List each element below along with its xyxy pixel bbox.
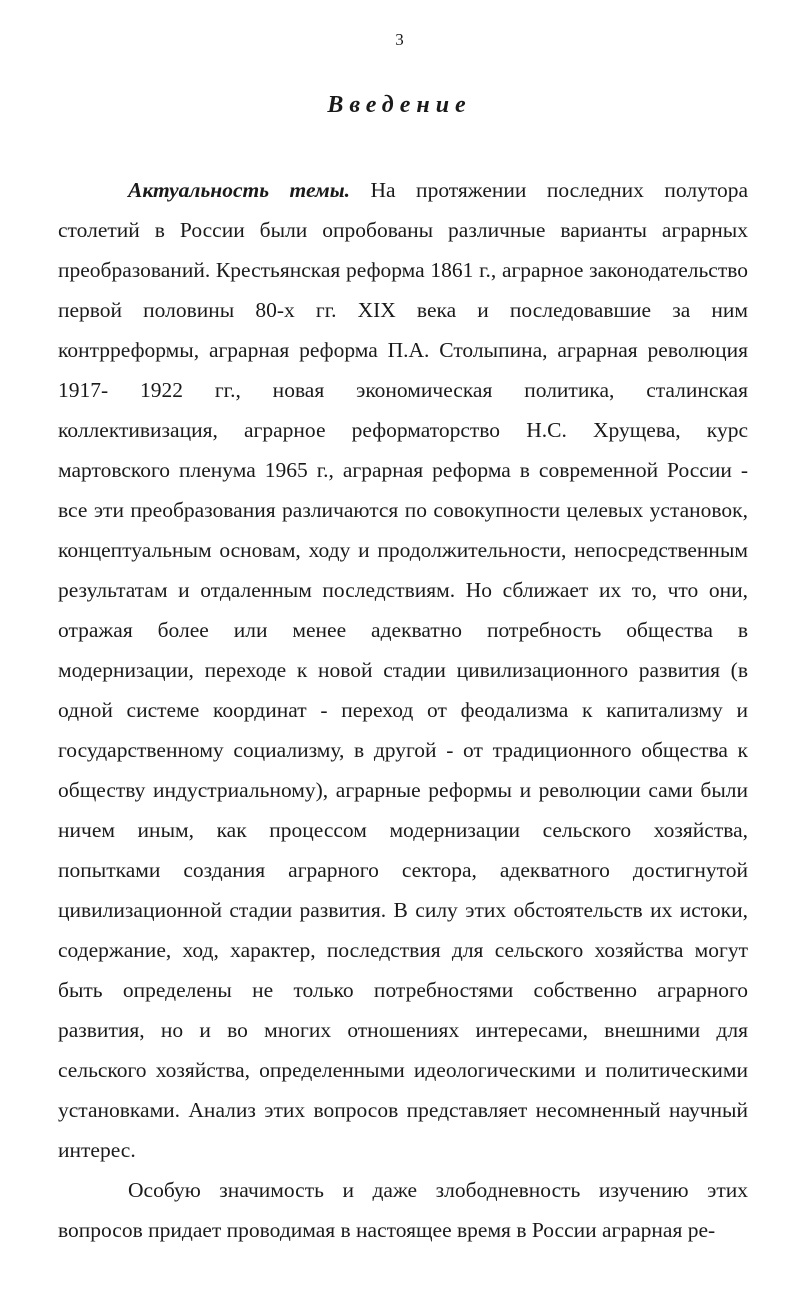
document-body	[58, 170, 748, 1250]
paragraph-text: Особую значимость и даже злободневность изучению этих вопросов придает проводимая в настоящее время в России аграрная ре-	[58, 1178, 748, 1242]
paragraph-lead-term: Актуальность темы.	[128, 178, 351, 202]
section-heading: Введение	[327, 92, 472, 118]
paragraph	[58, 1170, 748, 1250]
paragraph	[58, 170, 748, 1170]
page-number: 3	[395, 30, 404, 49]
paragraph-text: На протяжении последних полутора столетий в России были опробованы различные варианты аграрных преобразований. Крестьянская реформа 1861 г., аграрное законодательство первой половины 80-х гг. XIX века и последовавшие за ним контрреформы, аграрная реформа П.А. Столыпина, аграрная революция 1917- 1922 гг., новая экономическая политика, сталинская коллективизация, аграрное реформаторство Н.С. Хрущева, курс мартовского пленума 1965 г., аграрная реформа в современной России - все эти преобразования различаются по совокупности целевых установок, концептуальным основам, ходу и продолжительности, непосредственным результатам и отдаленным последствиям. Но сближает их то, что они, отражая более или менее адекватно потребность общества в модернизации, переходе к новой стадии цивилизационного развития (в одной системе координат - переход от феодализма к капитализму и государственному социализму, в другой - от традиционного общества к обществу индустриальному), аграрные реформы и революции сами были ничем иным, как процессом модернизации сельского хозяйства, попытками создания аграрного сектора, адекватного достигнутой цивилизационной стадии развития. В силу этих обстоятельств их истоки, содержание, ход, характер, последствия для сельского хозяйства могут быть определены не только потребностями собственно аграрного развития, но и во многих отношениях интересами, внешними для сельского хозяйства, определенными идеологическими и политическими установками. Анализ этих вопросов представляет несомненный научный интерес.	[58, 178, 748, 1162]
